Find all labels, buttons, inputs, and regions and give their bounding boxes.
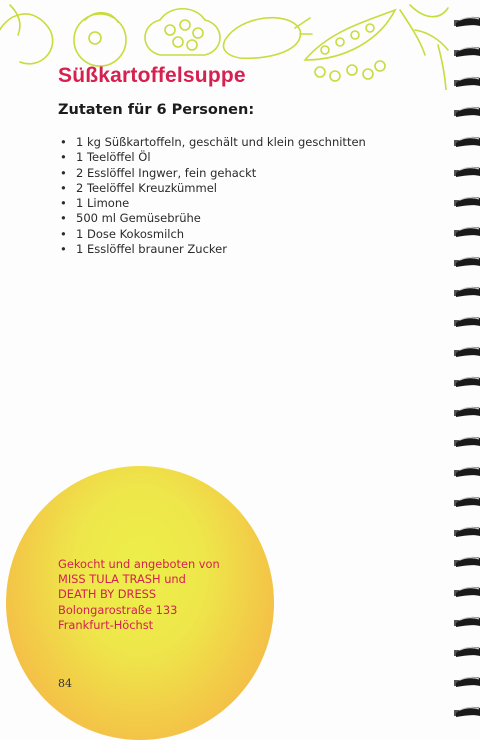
- binding-ring-icon: [454, 287, 480, 297]
- binding-ring-icon: [454, 227, 480, 237]
- binding-ring-icon: [454, 347, 480, 357]
- ingredient-list: [58, 135, 366, 257]
- binding-ring-icon: [454, 617, 480, 627]
- binding-ring-icon: [454, 137, 480, 147]
- list-item: • 1 Limone: [58, 196, 366, 211]
- list-item: • 1 kg Süßkartoffeln, geschält und klein geschnitten: [58, 135, 366, 150]
- binding-ring-icon: [454, 317, 480, 327]
- credit-block: [58, 557, 220, 633]
- page-number: 84: [58, 677, 72, 690]
- spiral-binding: [450, 0, 480, 740]
- binding-ring-icon: [454, 497, 480, 507]
- list-item: • 1 Dose Kokosmilch: [58, 227, 366, 242]
- credit-line: Gekocht und angeboten von: [58, 557, 220, 571]
- binding-ring-icon: [454, 557, 480, 567]
- binding-ring-icon: [454, 407, 480, 417]
- binding-ring-icon: [454, 647, 480, 657]
- binding-ring-icon: [454, 77, 480, 87]
- binding-ring-icon: [454, 437, 480, 447]
- credit-line: Bolongarostraße 133: [58, 602, 178, 617]
- binding-ring-icon: [454, 197, 480, 207]
- binding-ring-icon: [454, 47, 480, 57]
- binding-ring-icon: [454, 527, 480, 537]
- list-item: • 2 Teelöffel Kreuzkümmel: [58, 181, 366, 196]
- credit-line: Frankfurt-Höchst: [58, 617, 154, 632]
- list-item: • 1 Esslöffel brauner Zucker: [58, 242, 366, 257]
- binding-ring-icon: [454, 167, 480, 177]
- binding-ring-icon: [454, 257, 480, 267]
- binding-ring-icon: [454, 587, 480, 597]
- binding-ring-icon: [454, 467, 480, 477]
- credit-line: MISS TULA TRASH und: [58, 572, 186, 587]
- list-item: • 500 ml Gemüsebrühe: [58, 211, 366, 226]
- binding-ring-icon: [454, 377, 480, 387]
- recipe-title: Süßkartoffelsuppe: [58, 64, 246, 87]
- list-item: • 2 Esslöffel Ingwer, fein gehackt: [58, 166, 366, 181]
- servings-heading: Zutaten für 6 Personen:: [58, 102, 255, 118]
- binding-ring-icon: [454, 677, 480, 687]
- list-item: • 1 Teelöffel Öl: [58, 150, 366, 165]
- binding-ring-icon: [454, 707, 480, 717]
- binding-ring-icon: [454, 17, 480, 27]
- credit-line: DEATH BY DRESS: [58, 587, 157, 602]
- binding-ring-icon: [454, 107, 480, 117]
